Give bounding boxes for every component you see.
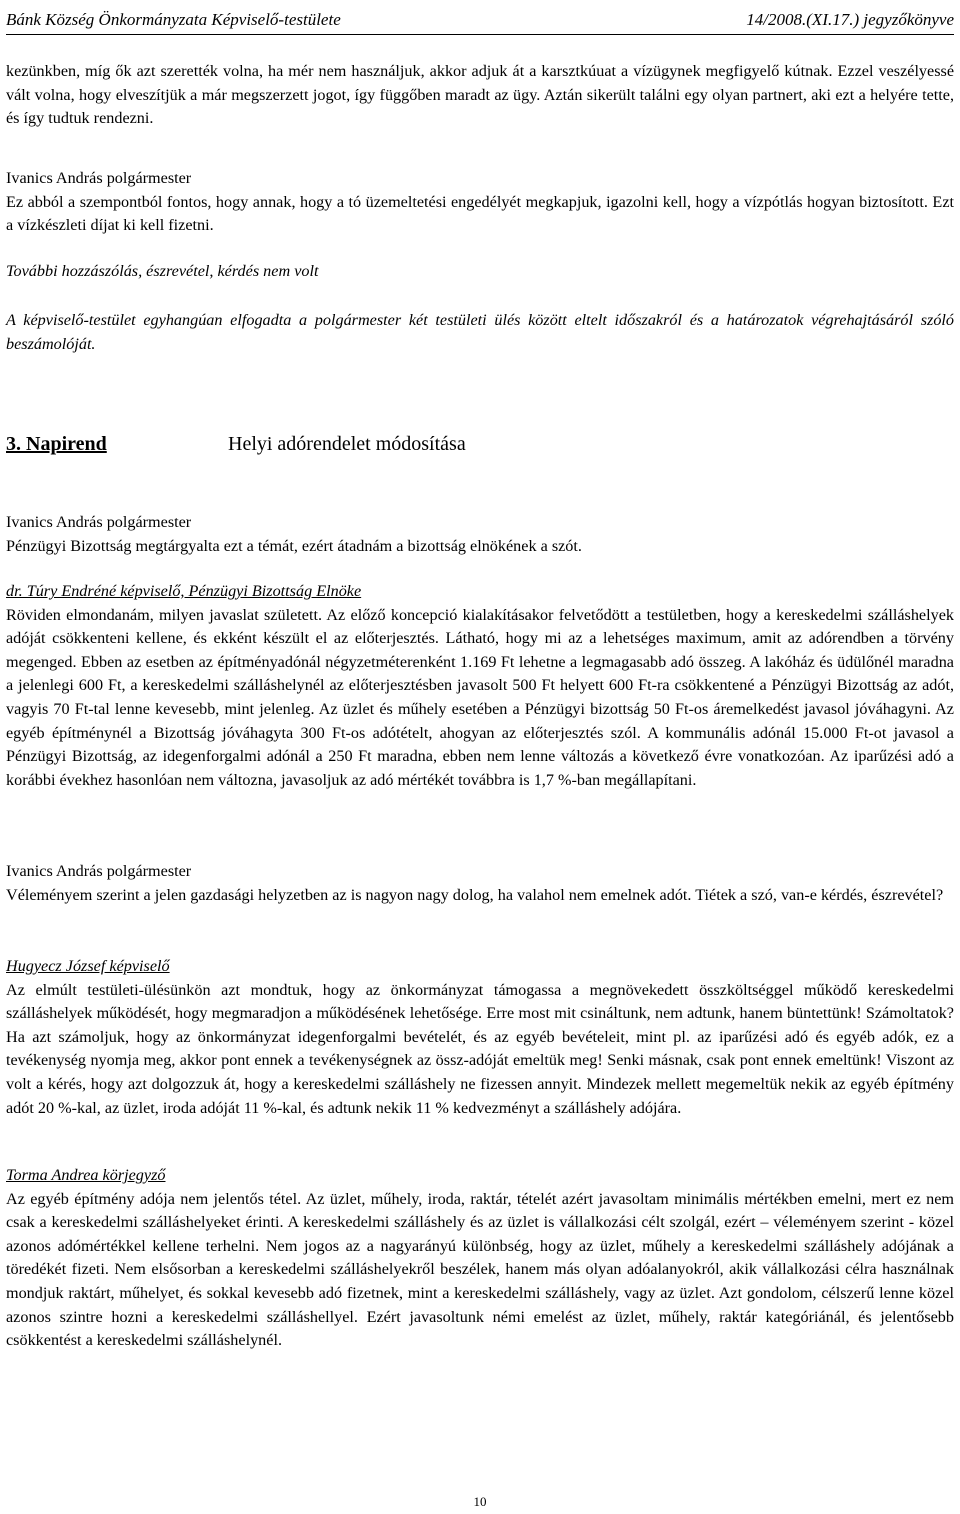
speech-tury bbox=[6, 580, 954, 792]
speaker-name: Ivanics András polgármester bbox=[6, 513, 192, 531]
page-header bbox=[6, 4, 954, 35]
speaker-name: Ivanics András polgármester bbox=[6, 862, 192, 880]
speech-text: Az elmúlt testületi-ülésünkön azt mondtuk, hogy az önkormányzat támogassa a megnövekedett összköltséggel működő kereskedelmi szálláshelyek működését, hogy megmaradjon a működésének lehetősége. Erre most mit csináltunk, nem adtunk, hanem büntettünk! Számoltatok? Ha azt számoljuk, hogy az önkormányzat idegenforgalmi bevételét, és az egyéb bevételeit, mint pl. az iparűzési adó és egyéb adók, ez a tevékenység nyomja meg, akkor pont ennek a tevékenységnek az össz-adóját emeltük meg! Senki másnak, csak pont ennek emeltünk! Viszont az volt a kérés, hogy azt dolgozzuk át, hogy a kereskedelmi szálláshely ne fizessen annyit. Mindezek mellett megemeltük nekik az egyéb építmény adót 20 %-kal, az üzlet, iroda adóját 11 %-kal, és adtunk nekik 11 % kedvezményt a szálláshely adójára. bbox=[6, 980, 954, 1117]
speaker-name: Ivanics András polgármester bbox=[6, 169, 192, 187]
resolution-paragraph: A képviselő-testület egyhangúan elfogadta a polgármester két testületi ülés között eltelt időszakról és a határozatok végrehajtásáról szóló beszámolóját. bbox=[6, 311, 954, 353]
speech-ivanics-3 bbox=[6, 860, 954, 907]
agenda-heading bbox=[6, 433, 954, 463]
agenda-number: 3. Napirend bbox=[6, 433, 107, 455]
no-comment-note: További hozzászólás, észrevétel, kérdés nem volt bbox=[6, 262, 319, 280]
speech-text: Az egyéb építmény adója nem jelentős tétel. Az üzlet, műhely, iroda, raktár, tételét azért javasoltam minimális mértékben emelni, mert ez nem csak a kereskedelmi szálláshelyeket érinti. A kereskedelmi szálláshely és az üzlet is vállalkozási célt szolgál, ezért – véleményem szerint - közel azonos adómértékkel kellene terhelni. Nem jogos az a nagyarányú különbség, hogy az üzlet, műhely a kereskedelmi szálláshely adójának a töredékét fizeti. Nem elsősorban a kereskedelmi szálláshelyekről beszélek, hanem más olyan adóalanyokról, akik vállalkozási célra használnak mondjuk raktárt, műhelyet, és sokkal kevesebb adó fizetnek, mint a kereskedelmi szálláshely, vagy az üzlet. Azt gondolom, célszerű lenne közel azonos szintre hozni a kereskedelmi szálláshellyel. Ezért javasoltunk némi emelést az üzlet, műhely, raktár kategóriánál, és jelentősebb csökkentést a kereskedelmi szálláshelynél. bbox=[6, 1189, 954, 1350]
header-minutes-number: 14/2008.(XI.17.) jegyzőkönyve bbox=[746, 10, 954, 29]
speech-text: Röviden elmondanám, milyen javaslat született. Az előző koncepció kialakításakor felvetődött a testületben, hogy a kereskedelmi szálláshelyek adóját csökkenteni kellene, és ekként készült el az előterjesztés. Látható, hogy mi az a lehetséges maximum, amit az adórendben a törvény megenged. Ebben az esetben az építményadónál négyzetméterenként 1.169 Ft lehetne a legmagasabb adó összeg. A lakóház és üdülőnél maradna a jelenlegi 600 Ft, a kereskedelmi szálláshelynél az előterjesztésben javasolt 500 Ft helyett 600 Ft-ra csökkentené a Pénzügyi Bizottság az adót, vagyis 70 Ft-tal lenne kevesebb, mint jelenleg. Az üzlet és műhely esetében a Pénzügyi bizottság 50 Ft-os áremelkedést javasol jóváhagyni. Az egyéb építménynél a Bizottság jóváhagyta 300 Ft-os adótételt, ahogyan az előterjesztés szól. A kommunális adónál 15.000 Ft-ot javasol a Pénzügyi Bizottság, az idegenforgalmi adónál a 250 Ft maradna, ebben nem lenne változás a következő évre vonatkozóan. Az iparűzési adó a korábbi évekhez hasonlóan nem változna, javasoljuk az adó mértékét továbbra is 1,7 %-ban megállapítani. bbox=[6, 605, 954, 789]
speech-text: Ez abból a szempontból fontos, hogy annak, hogy a tó üzemeltetési engedélyét megkapjuk, igazolni kell, hogy a vízpótlás hogyan biztosított. Ezt a vízkészleti díjat ki kell fizetni. bbox=[6, 192, 954, 235]
paragraph-text: kezünkben, míg ők azt szerették volna, ha mér nem használjuk, akkor adjuk át a karsztkúuat a vízügynek megfigyelő kútnak. Ezzel veszélyessé vált volna, hogy elveszítjük a már megszerzett jogot, így függőben maradt az ügy. Aztán sikerült találni egy olyan partnert, aki ezt a helyére tette, és így tudtuk rendezni. bbox=[6, 62, 954, 128]
page-number: 10 bbox=[473, 1494, 487, 1509]
speech-text: Véleményem szerint a jelen gazdasági helyzetben az is nagyon nagy dolog, ha valahol nem emelnek adót. Tiétek a szó, van-e kérdés, észrevétel? bbox=[6, 885, 944, 904]
speech-hugyecz bbox=[6, 955, 954, 1120]
speech-text: Pénzügyi Bizottság megtárgyalta ezt a témát, ezért átadnám a bizottság elnökének a szót. bbox=[6, 536, 582, 555]
agenda-title: Helyi adórendelet módosítása bbox=[228, 433, 466, 455]
speech-torma bbox=[6, 1164, 954, 1353]
speaker-name: dr. Túry Endréné képviselő, Pénzügyi Bizottság Elnöke bbox=[6, 582, 362, 600]
header-title: Bánk Község Önkormányzata Képviselő-testülete bbox=[6, 10, 341, 29]
speech-ivanics-1 bbox=[6, 167, 954, 238]
speaker-name: Hugyecz József képviselő bbox=[6, 957, 170, 975]
paragraph-intro bbox=[6, 60, 954, 131]
resolution-text bbox=[6, 309, 954, 356]
speech-ivanics-2 bbox=[6, 511, 954, 558]
speaker-name: Torma Andrea körjegyző bbox=[6, 1166, 166, 1184]
